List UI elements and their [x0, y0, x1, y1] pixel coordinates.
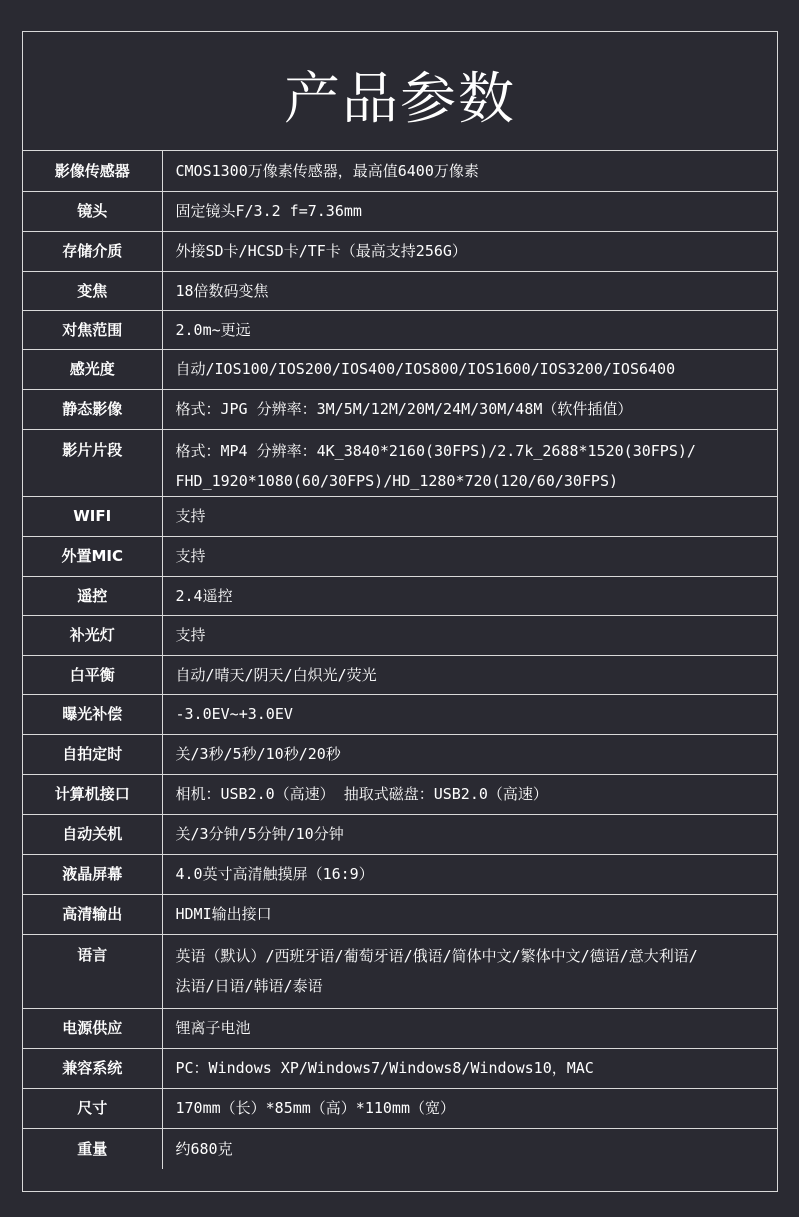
spec-row [23, 231, 777, 271]
spec-value: -3.0EV~+3.0EV [162, 694, 777, 734]
spec-value: 约680克 [175, 1139, 233, 1158]
spec-row [23, 1008, 777, 1048]
spec-label: 尺寸 [23, 1088, 162, 1128]
spec-row [23, 734, 777, 774]
spec-row [23, 429, 777, 496]
spec-value: 支持 [162, 536, 777, 576]
spec-label: 曝光补偿 [23, 694, 162, 734]
spec-row [23, 694, 777, 734]
spec-value: 关/3分钟/5分钟/10分钟 [162, 814, 777, 854]
spec-label: 高清输出 [23, 894, 162, 934]
spec-row [23, 655, 777, 694]
spec-value: PC：Windows XP/Windows7/Windows8/Windows10，MAC [162, 1048, 777, 1088]
spec-label: 白平衡 [23, 655, 162, 694]
spec-value: 锂离子电池 [162, 1008, 777, 1048]
spec-label: 电源供应 [23, 1008, 162, 1048]
spec-row [23, 934, 777, 1008]
spec-row [23, 814, 777, 854]
spec-label: 语言 [23, 934, 162, 1008]
spec-row [23, 271, 777, 310]
spec-table [23, 151, 777, 1169]
spec-value: 关/3秒/5秒/10秒/20秒 [162, 734, 777, 774]
spec-row [23, 615, 777, 655]
spec-row [23, 1128, 777, 1169]
spec-value-line: 格式：MP4 分辨率：4K_3840*2160(30FPS)/2.7k_2688*1520(30FPS)/ [175, 441, 696, 460]
spec-label: 外置MIC [23, 536, 162, 576]
spec-row [23, 151, 777, 191]
spec-value [162, 429, 777, 496]
spec-value: 2.4遥控 [162, 576, 777, 615]
spec-row [23, 496, 777, 536]
spec-row [23, 310, 777, 349]
spec-value: 170mm（长）*85mm（高）*110mm（宽） [162, 1088, 777, 1128]
page-title: 产品参数 [284, 67, 516, 132]
spec-value: 外接SD卡/HCSD卡/TF卡（最高支持256G） [162, 231, 777, 271]
spec-label: 静态影像 [23, 389, 162, 429]
spec-sheet-frame [22, 31, 778, 1192]
spec-value: 格式：JPG 分辨率：3M/5M/12M/20M/24M/30M/48M（软件插值） [162, 389, 777, 429]
spec-value-line: 法语/日语/韩语/泰语 [175, 976, 323, 995]
spec-label: 感光度 [23, 349, 162, 389]
spec-row [23, 349, 777, 389]
spec-value: 自动/晴天/阴天/白炽光/荧光 [162, 655, 777, 694]
spec-value: 4.0英寸高清触摸屏（16:9） [162, 854, 777, 894]
spec-value-line: FHD_1920*1080(60/30FPS)/HD_1280*720(120/60/30FPS) [175, 471, 619, 490]
spec-value: 2.0m~更远 [162, 310, 777, 349]
spec-row [23, 389, 777, 429]
spec-row [23, 1088, 777, 1128]
spec-label: 存储介质 [23, 231, 162, 271]
spec-value: 18倍数码变焦 [162, 271, 777, 310]
spec-row [23, 191, 777, 231]
spec-value: 支持 [162, 496, 777, 536]
spec-value-line: 英语（默认）/西班牙语/葡萄牙语/俄语/简体中文/繁体中文/德语/意大利语/ [175, 946, 698, 965]
spec-label: 补光灯 [23, 615, 162, 655]
spec-row [23, 1048, 777, 1088]
spec-value: 相机：USB2.0（高速） 抽取式磁盘：USB2.0（高速） [162, 774, 777, 814]
spec-label: 计算机接口 [23, 774, 162, 814]
spec-label: 影片片段 [23, 429, 162, 496]
spec-label: 重量 [23, 1128, 162, 1169]
spec-label: 自拍定时 [23, 734, 162, 774]
spec-label: 兼容系统 [23, 1048, 162, 1088]
spec-row [23, 894, 777, 934]
spec-value: 固定镜头F/3.2 f=7.36mm [162, 191, 777, 231]
title-box [23, 32, 777, 151]
spec-label: 自动关机 [23, 814, 162, 854]
spec-label: 对焦范围 [23, 310, 162, 349]
spec-value: 支持 [162, 615, 777, 655]
spec-label: 液晶屏幕 [23, 854, 162, 894]
spec-value: CMOS1300万像素传感器，最高值6400万像素 [162, 151, 777, 191]
spec-label: WIFI [23, 496, 162, 536]
spec-label: 变焦 [23, 271, 162, 310]
spec-label: 遥控 [23, 576, 162, 615]
spec-label: 镜头 [23, 191, 162, 231]
spec-row [23, 774, 777, 814]
spec-value: 自动/IOS100/IOS200/IOS400/IOS800/IOS1600/IOS3200/IOS6400 [162, 349, 777, 389]
spec-value [162, 934, 777, 1008]
spec-value: HDMI输出接口 [162, 894, 777, 934]
spec-label: 影像传感器 [23, 151, 162, 191]
spec-row [23, 536, 777, 576]
spec-row [23, 576, 777, 615]
spec-row [23, 854, 777, 894]
